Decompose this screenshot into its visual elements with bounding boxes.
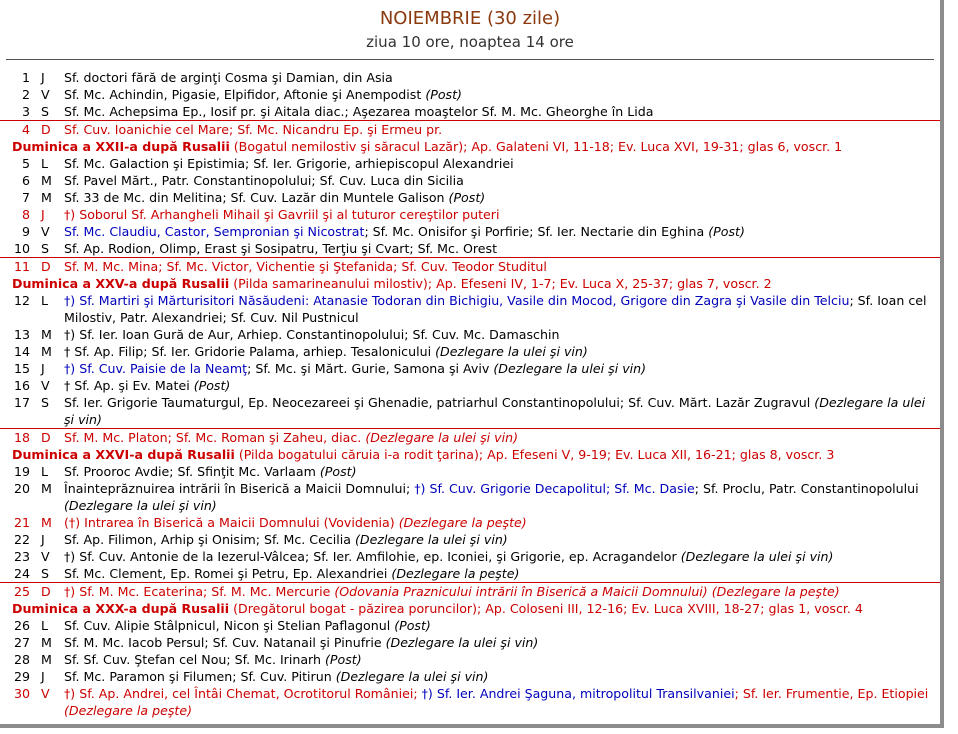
day-number: 7 (21, 190, 30, 205)
calendar-day-row (0, 377, 940, 394)
weekday-letter: L (41, 618, 49, 633)
header-divider (6, 59, 934, 60)
month-title: NOIEMBRIE (30 zile) (379, 8, 561, 29)
saints-segment: Sf. Pavel Mărt., Patr. Constantinopolului; Sf. Cuv. Luca din Sicilia (64, 173, 464, 188)
sunday-reading-row (0, 138, 940, 155)
calendar-list (0, 69, 940, 719)
weekday-letter: V (41, 378, 50, 393)
saints-text (64, 292, 940, 326)
saints-segment: ; Sf. Mc. Onisifor şi Porfirie; Sf. Ier. Nectarie din Eghina (364, 224, 709, 239)
saints-segment: Sf. Mc. Claudiu, Castor, Sempronian şi Nicostrat (64, 224, 365, 239)
saints-segment: Sf. doctori fără de arginţi Cosma şi Damian, din Asia (64, 70, 393, 85)
day-number: 18 (13, 430, 30, 445)
day-number: 1 (21, 70, 30, 85)
daylight-subtitle: ziua 10 ore, noaptea 14 ore (366, 33, 574, 51)
weekday-letter: M (41, 190, 52, 205)
saints-text (64, 155, 940, 172)
fasting-note: (Dezlegare la ulei şi vin) (64, 395, 926, 427)
day-number: 16 (13, 378, 30, 393)
saints-segment: Sf. Sf. Cuv. Ştefan cel Nou; Sf. Mc. Irinarh (64, 652, 325, 667)
fasting-note: (Post) (425, 87, 462, 102)
calendar-day-row (0, 548, 940, 565)
fasting-note: (Dezlegare la ulei şi vin) (355, 532, 508, 547)
saints-segment: Sf. Cuv. Ioanichie cel Mare; Sf. Mc. Nicandru Ep. şi Ermeu pr. (64, 122, 443, 137)
weekday-letter: J (41, 532, 45, 547)
calendar-day-row (0, 240, 940, 257)
saints-segment: Sf. Mc. Achindin, Pigasie, Elpifidor, Aftonie şi Anempodist (64, 87, 426, 102)
weekday-letter: L (41, 156, 49, 171)
saints-segment: †) Sf. M. Mc. Ecaterina; Sf. M. Mc. Mercurie (64, 584, 335, 599)
weekday-letter: D (41, 122, 51, 137)
day-number: 3 (21, 104, 30, 119)
calendar-day-row (0, 480, 940, 514)
weekday-letter: M (41, 327, 52, 342)
saints-segment: †) Sf. Ier. Ioan Gură de Aur, Arhiep. Constantinopolului; Sf. Cuv. Mc. Damaschin (64, 327, 560, 342)
weekday-letter: S (41, 395, 49, 410)
weekday-letter: S (41, 241, 49, 256)
calendar-day-row (0, 189, 940, 206)
sunday-readings: (Pilda bogatului căruia i-a rodit ţarina); Ap. Efeseni V, 9-19; Ev. Luca XII, 16-21; glas 8, voscr. 3 (234, 447, 835, 462)
weekday-letter: J (41, 361, 45, 376)
fasting-note: (Dezlegare la ulei şi vin) (365, 430, 519, 445)
saints-text (64, 69, 940, 86)
saints-text (64, 514, 940, 531)
weekday-letter: M (41, 515, 52, 530)
day-number: 15 (13, 361, 30, 376)
saints-text (64, 172, 940, 189)
saints-segment: †) Soborul Sf. Arhangheli Mihail şi Gavriil şi al tuturor cereştilor puteri (64, 207, 500, 222)
calendar-day-row (0, 463, 940, 480)
weekday-letter: V (41, 87, 50, 102)
fasting-note: (Dezlegare la peşte) (398, 515, 527, 530)
day-number: 22 (13, 532, 30, 547)
weekday-letter: L (41, 293, 49, 308)
calendar-day-row (0, 634, 940, 651)
saints-text (64, 121, 940, 138)
day-number: 25 (13, 584, 30, 599)
sunday-title: Duminica a XXVI-a după Rusalii (12, 447, 235, 462)
saints-text (64, 206, 940, 223)
saints-text (64, 360, 940, 377)
saints-segment: Înainteprăznuirea intrării în Biserică a Maicii Domnului; (64, 481, 415, 496)
saints-segment: †) Sf. Cuv. Paisie de la Neamţ (64, 361, 248, 376)
saints-segment: Sf. Mc. Paramon şi Filumen; Sf. Cuv. Pitirun (64, 669, 336, 684)
saints-segment: Sf. Prooroc Avdie; Sf. Sfinţit Mc. Varlaam (64, 464, 320, 479)
day-number: 13 (13, 327, 30, 342)
calendar-day-row (0, 668, 940, 685)
calendar-day-row (0, 582, 940, 600)
sunday-reading-row (0, 446, 940, 463)
fasting-note: (Post) (193, 378, 231, 393)
calendar-day-row (0, 206, 940, 223)
saints-text (64, 326, 940, 343)
day-number: 8 (21, 207, 30, 222)
saints-text (64, 565, 940, 582)
weekday-letter: M (41, 173, 52, 188)
saints-text (64, 617, 940, 634)
weekday-letter: D (41, 259, 51, 274)
saints-text (64, 583, 940, 600)
calendar-day-row (0, 617, 940, 634)
sunday-title: Duminica a XXX-a după Rusalii (12, 601, 230, 616)
saints-text (64, 463, 940, 480)
saints-text (64, 394, 940, 428)
day-number: 10 (13, 241, 30, 256)
saints-segment: Sf. M. Mc. Mina; Sf. Mc. Victor, Vichentie şi Ştefanida; Sf. Cuv. Teodor Studitul (64, 259, 547, 274)
day-number: 20 (13, 481, 30, 496)
day-number: 2 (21, 87, 30, 102)
sunday-title: Duminica a XXII-a după Rusalii (12, 139, 230, 154)
day-number: 4 (21, 122, 30, 137)
saints-text (64, 480, 940, 514)
calendar-day-row (0, 69, 940, 86)
saints-text (64, 548, 940, 565)
saints-text (64, 668, 940, 685)
saints-segment: Sf. 33 de Mc. din Melitina; Sf. Cuv. Lazăr din Muntele Galison (64, 190, 449, 205)
calendar-day-row (0, 103, 940, 120)
sunday-readings: (Bogatul nemilostiv şi săracul Lazăr); Ap. Galateni VI, 11-18; Ev. Luca XVI, 19-31; glas 6, voscr. 1 (229, 139, 843, 154)
saints-text (64, 634, 940, 651)
calendar-day-row (0, 531, 940, 548)
saints-segment: †) Sf. Ier. Andrei Şaguna, mitropolitul Transilvaniei (421, 686, 735, 701)
saints-text (64, 377, 940, 394)
calendar-day-row (0, 292, 940, 326)
saints-text (64, 429, 940, 446)
fasting-note: (Dezlegare la peşte) (391, 566, 520, 581)
saints-text (64, 86, 940, 103)
saints-segment: Sf. M. Mc. Iacob Persul; Sf. Cuv. Natanail şi Pinufrie (64, 635, 386, 650)
saints-segment: Sf. Ier. Grigorie Taumaturgul, Ep. Neocezareei şi Ghenadie, patriarhul Constantinopolului; Sf. Cuv. Mărt. Lazăr Zugravul (64, 395, 815, 410)
weekday-letter: J (41, 207, 45, 222)
weekday-letter: D (41, 584, 51, 599)
calendar-day-row (0, 120, 940, 138)
calendar-day-row (0, 223, 940, 240)
day-number: 9 (21, 224, 30, 239)
calendar-day-row (0, 394, 940, 428)
saints-segment: Sf. Ap. Rodion, Olimp, Erast şi Sosipatru, Terţiu şi Cvart; Sf. Mc. Orest (64, 241, 498, 256)
calendar-day-row (0, 257, 940, 275)
day-number: 23 (13, 549, 30, 564)
day-number: 28 (13, 652, 30, 667)
calendar-day-row (0, 155, 940, 172)
saints-segment: † Sf. Ap. Filip; Sf. Ier. Gridorie Palama, arhiep. Tesalonicului (64, 344, 436, 359)
calendar-day-row (0, 685, 940, 719)
saints-segment: Sf. Ap. Filimon, Arhip şi Onisim; Sf. Mc. Cecilia (64, 532, 355, 547)
fasting-note: (Dezlegare la ulei şi vin) (435, 344, 588, 359)
weekday-letter: V (41, 549, 50, 564)
saints-segment: ; Sf. Ioan cel Milostiv, Patr. Alexandriei; Sf. Cuv. Nil Pustnicul (64, 293, 927, 325)
calendar-day-row (0, 343, 940, 360)
fasting-note: (Odovania Praznicului intrării în Biserică a Maicii Domnului) (Dezlegare la peşte) (334, 584, 840, 599)
saints-text (64, 685, 940, 719)
day-number: 14 (13, 344, 30, 359)
weekday-letter: S (41, 104, 49, 119)
sunday-readings: (Pilda samarineanului milostiv); Ap. Efeseni IV, 1-7; Ev. Luca X, 25-37; glas 7, voscr. 2 (229, 276, 772, 291)
sunday-reading-row (0, 275, 940, 292)
weekday-letter: M (41, 635, 52, 650)
day-number: 5 (21, 156, 30, 171)
fasting-note: (Dezlegare la ulei şi vin) (385, 635, 539, 650)
weekday-letter: V (41, 224, 50, 239)
saints-text (64, 240, 940, 257)
day-number: 17 (13, 395, 30, 410)
day-number: 6 (21, 173, 30, 188)
day-number: 19 (13, 464, 30, 479)
weekday-letter: L (41, 464, 49, 479)
day-number: 21 (13, 515, 30, 530)
calendar-day-row (0, 360, 940, 377)
saints-segment: ; Sf. Mc. şi Mărt. Gurie, Samona şi Aviv (247, 361, 494, 376)
saints-segment: Sf. Mc. Galaction şi Epistimia; Sf. Ier. Grigorie, arhiepiscopul Alexandriei (64, 156, 514, 171)
fasting-note: (Post) (448, 190, 486, 205)
calendar-header (0, 0, 940, 52)
calendar-day-row (0, 86, 940, 103)
day-number: 26 (13, 618, 30, 633)
saints-segment: (†) Intrarea în Biserică a Maicii Domnului (Vovidenia) (64, 515, 399, 530)
weekday-letter: V (41, 686, 50, 701)
calendar-day-row (0, 172, 940, 189)
fasting-note: (Post) (319, 464, 357, 479)
saints-segment: † Sf. Ap. şi Ev. Matei (64, 378, 194, 393)
saints-text (64, 223, 940, 240)
saints-text (64, 258, 940, 275)
saints-segment: ; Sf. Ier. Frumentie, Ep. Etiopiei (734, 686, 929, 701)
fasting-note: (Post) (394, 618, 431, 633)
weekday-letter: J (41, 70, 45, 85)
weekday-letter: M (41, 652, 52, 667)
weekday-letter: S (41, 566, 49, 581)
saints-text (64, 531, 940, 548)
weekday-letter: D (41, 430, 51, 445)
calendar-day-row (0, 514, 940, 531)
sunday-title: Duminica a XXV-a după Rusalii (12, 276, 230, 291)
saints-segment: Sf. M. Mc. Platon; Sf. Mc. Roman şi Zaheu, diac. (64, 430, 366, 445)
fasting-note: (Dezlegare la ulei şi vin) (64, 498, 217, 513)
saints-text (64, 189, 940, 206)
calendar-day-row (0, 326, 940, 343)
weekday-letter: M (41, 344, 52, 359)
fasting-note: (Dezlegare la ulei şi vin) (680, 549, 834, 564)
saints-segment: Sf. Mc. Clement, Ep. Romei şi Petru, Ep. Alexandriei (64, 566, 392, 581)
saints-segment: Sf. Mc. Achepsima Ep., Iosif pr. şi Aitala diac.; Aşezarea moaştelor Sf. M. Mc. Gheorghe în Lida (64, 104, 654, 119)
day-number: 29 (13, 669, 30, 684)
fasting-note: (Dezlegare la ulei şi vin) (493, 361, 647, 376)
day-number: 27 (13, 635, 30, 650)
day-number: 12 (13, 293, 30, 308)
day-number: 30 (13, 686, 30, 701)
calendar-day-row (0, 428, 940, 446)
saints-segment: ; Sf. Proclu, Patr. Constantinopolului (694, 481, 919, 496)
fasting-note: (Post) (708, 224, 745, 239)
saints-segment: †) Sf. Martiri şi Mărturisitori Năsăudeni: Atanasie Todoran din Bichigiu, Vasile din Mocod, Grigore din Zagra şi Vasile din Telciu (64, 293, 850, 308)
fasting-note: (Dezlegare la peşte) (64, 703, 192, 718)
saints-text (64, 651, 940, 668)
sunday-readings: (Dregătorul bogat - păzirea poruncilor); Ap. Coloseni III, 12-16; Ev. Luca XVIII, 18-27; glas 1, voscr. 4 (229, 601, 863, 616)
weekday-letter: J (41, 669, 45, 684)
day-number: 11 (13, 259, 30, 274)
calendar-day-row (0, 565, 940, 582)
saints-text (64, 343, 940, 360)
saints-segment: Sf. Cuv. Alipie Stâlpnicul, Nicon şi Stelian Paflagonul (64, 618, 395, 633)
fasting-note: (Post) (324, 652, 362, 667)
fasting-note: (Dezlegare la ulei şi vin) (335, 669, 489, 684)
saints-segment: †) Sf. Ap. Andrei, cel Întâi Chemat, Ocrotitorul României; (64, 686, 422, 701)
calendar-day-row (0, 651, 940, 668)
weekday-letter: M (41, 481, 52, 496)
saints-segment: †) Sf. Cuv. Antonie de la Iezerul-Vâlcea; Sf. Ier. Amfilohie, ep. Iconiei, şi Grigorie, ep. Acragandelor (64, 549, 681, 564)
saints-segment: †) Sf. Cuv. Grigorie Decapolitul; Sf. Mc. Dasie (414, 481, 695, 496)
day-number: 24 (13, 566, 30, 581)
sunday-reading-row (0, 600, 940, 617)
saints-text (64, 103, 940, 120)
